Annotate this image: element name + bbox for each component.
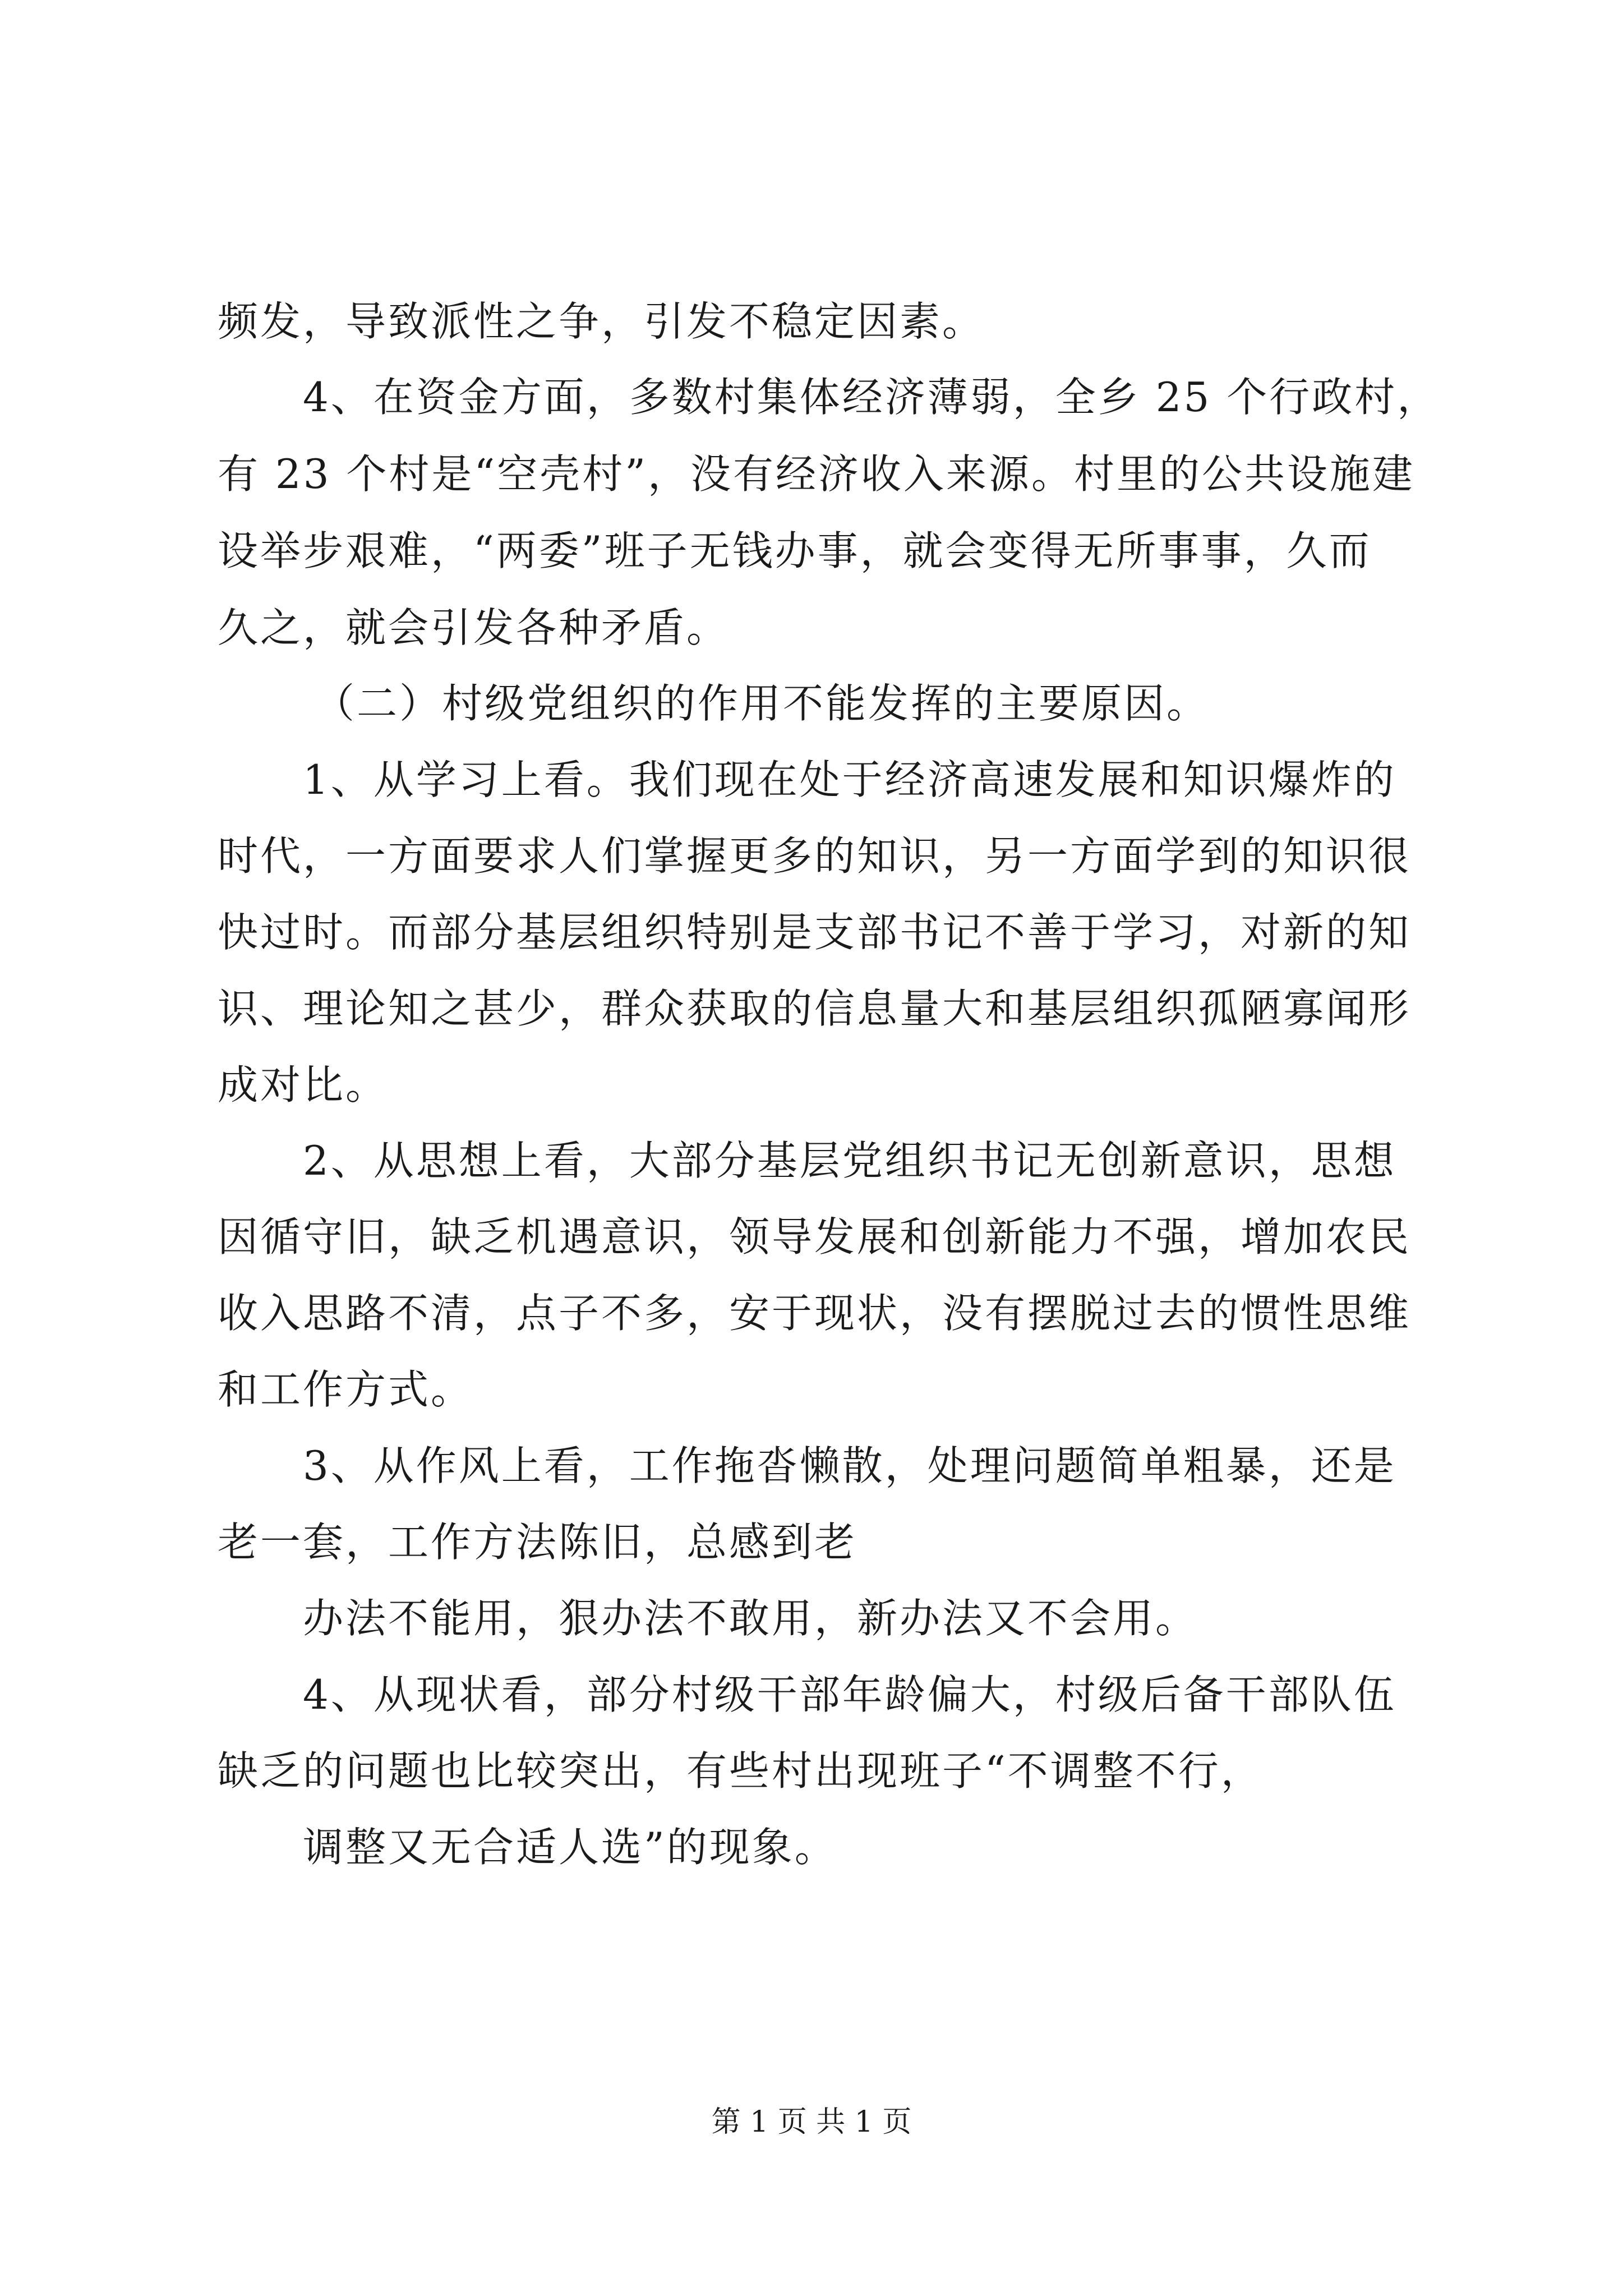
- text-line: 调整又无合适人选”的现象。: [303, 1824, 837, 1871]
- text-line: 设举步艰难，“两委”班子无钱办事，就会变得无所事事，久而: [218, 527, 1372, 574]
- text-line: 因循守旧，缺乏机遇意识，领导发展和创新能力不强，增加农民: [218, 1213, 1412, 1260]
- text-line: 收入思路不清，点子不多，安于现状，没有摆脱过去的惯性思维: [218, 1290, 1412, 1337]
- page-footer: 第 1 页 共 1 页: [711, 2105, 912, 2139]
- text-line: 时代，一方面要求人们掌握更多的知识，另一方面学到的知识很: [218, 832, 1412, 880]
- text-line: 频发，导致派性之争，引发不稳定因素。: [218, 298, 985, 345]
- text-line: 老一套，工作方法陈旧，总感到老: [218, 1519, 857, 1566]
- text-line: 识、理论知之甚少，群众获取的信息量大和基层组织孤陋寡闻形: [218, 985, 1412, 1032]
- text-line: 成对比。: [218, 1061, 389, 1108]
- text-line: 4、在资金方面，多数村集体经济薄弱，全乡 25 个行政村，: [303, 374, 1440, 421]
- text-line: 和工作方式。: [218, 1366, 474, 1413]
- text-line: 办法不能用，狠办法不敢用，新办法又不会用。: [303, 1595, 1198, 1642]
- text-line: 1、从学习上看。我们现在处于经济高速发展和知识爆炸的: [303, 756, 1396, 803]
- section-heading: （二）村级党组织的作用不能发挥的主要原因。: [314, 680, 1210, 727]
- text-line: 快过时。而部分基层组织特别是支部书记不善于学习，对新的知: [218, 909, 1412, 956]
- text-line: 2、从思想上看，大部分基层党组织书记无创新意识，思想: [303, 1137, 1396, 1184]
- text-line: 有 23 个村是“空壳村”，没有经济收入来源。村里的公共设施建: [218, 450, 1415, 498]
- text-line: 3、从作风上看，工作拖沓懒散，处理问题简单粗暴，还是: [303, 1442, 1396, 1489]
- text-line: 4、从现状看，部分村级干部年龄偏大，村级后备干部队伍: [303, 1671, 1396, 1718]
- text-line: 缺乏的问题也比较突出，有些村出现班子“不调整不行，: [218, 1747, 1264, 1795]
- text-line: 久之，就会引发各种矛盾。: [218, 604, 730, 651]
